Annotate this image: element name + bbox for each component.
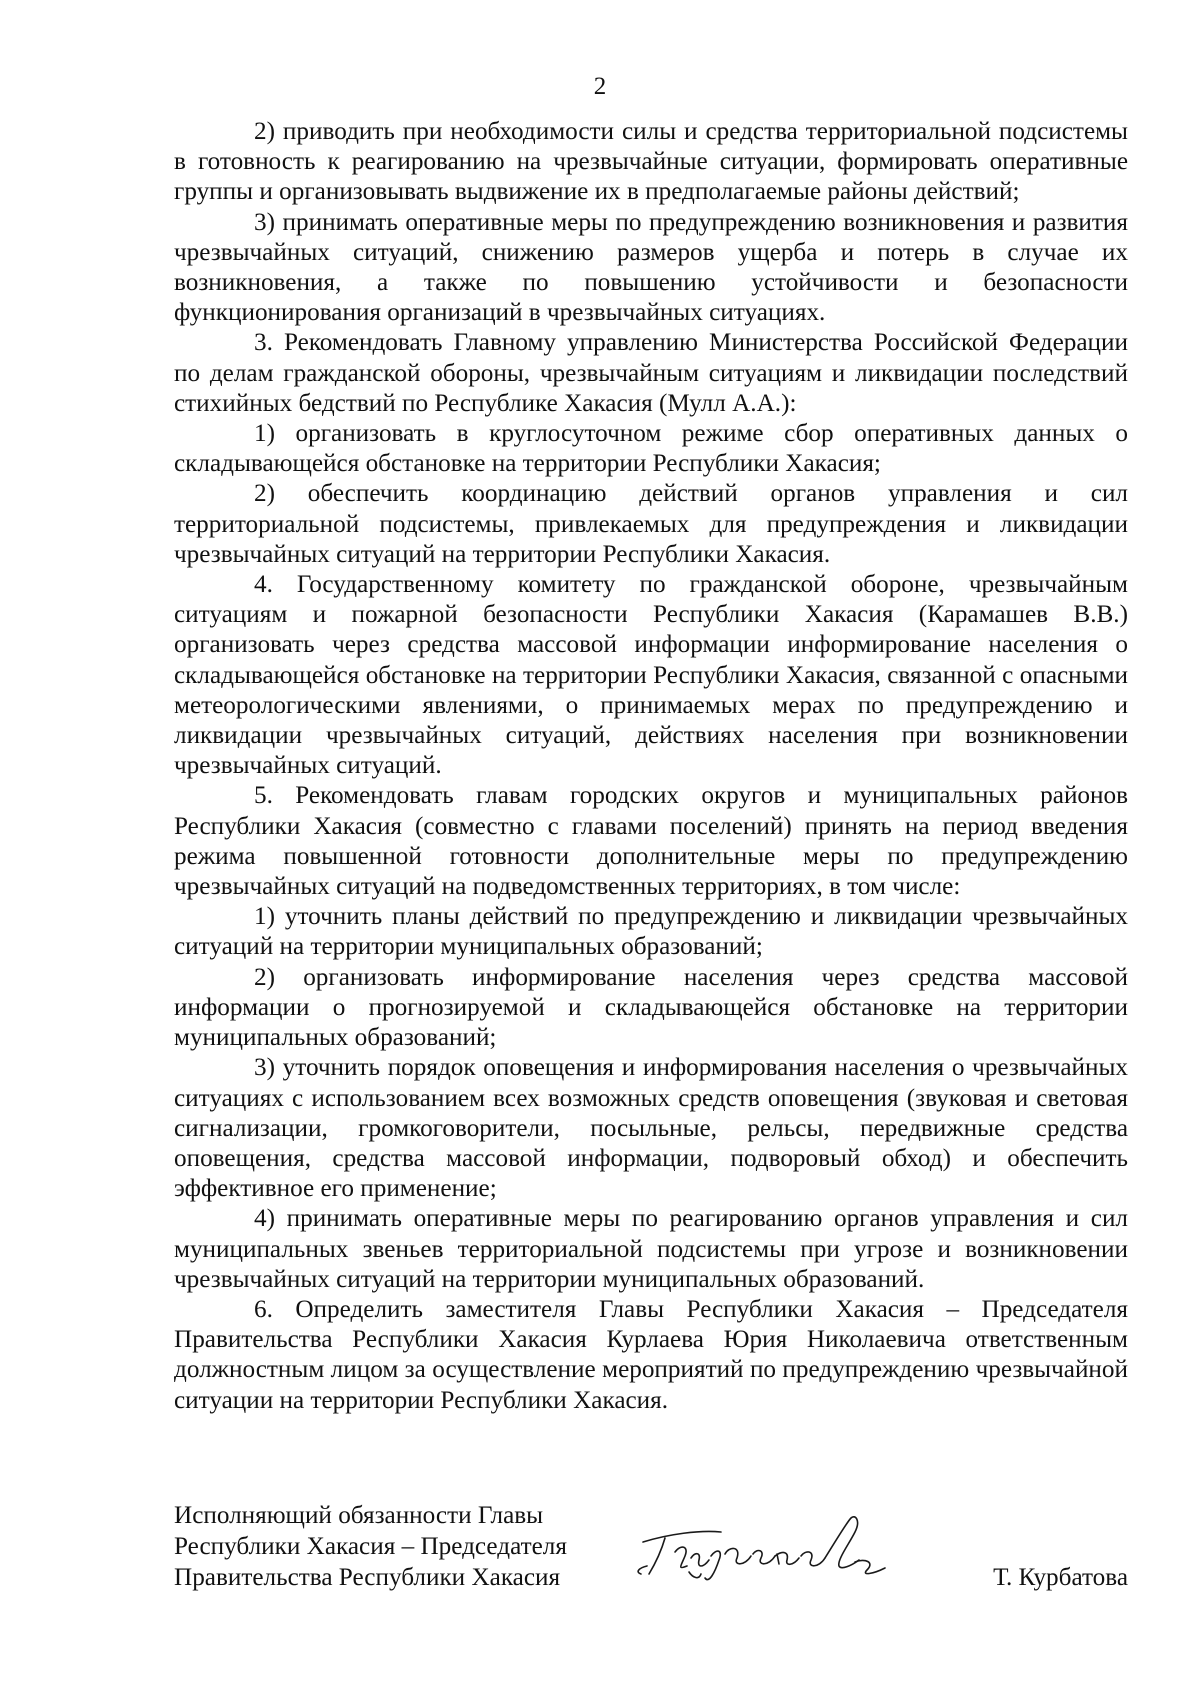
paragraph-5-2: 2) организовать информирование населения через средства массовой информации о прогнозируемой и складывающейся обстановке на территории муниципальных образований; bbox=[174, 963, 1128, 1052]
handwritten-signature bbox=[629, 1508, 899, 1588]
paragraph-3-2: 2) обеспечить координацию действий органов управления и сил территориальной подсистемы, привлекаемых для предупреждения и ликвидации чрезвычайных ситуаций на территории Республики Хакасия. bbox=[174, 480, 1128, 568]
paragraph-2-2: 2) приводить при необходимости силы и средства территориальной подсистемы в готовность к реагированию на чрезвычайные ситуации, формировать оперативные группы и организовывать выдвижение их в предполагаемые районы действий; bbox=[174, 118, 1128, 206]
paragraph-5: 5. Рекомендовать главам городских округов и муниципальных районов Республики Хакасия (совместно с главами поселений) принять на период введения режима повышенной готовности дополнительные меры по предупреждению чрезвычайных ситуаций на подведомственных территориях, в том числе: bbox=[174, 782, 1128, 901]
signatory-name: Т. Курбатова bbox=[993, 1564, 1128, 1591]
paragraph-5-3: 3) уточнить порядок оповещения и информирования населения о чрезвычайных ситуациях с использованием всех возможных средств оповещения (звуковая и световая сигнализации, громкоговорители, посыльные, рельсы, передвижные средства оповещения, средства массовой информации, подворовый обход) и обеспечить эффективное его применение; bbox=[174, 1054, 1128, 1203]
signature-block bbox=[174, 1500, 1128, 1600]
document-body bbox=[174, 117, 1128, 1416]
signatory-position-line: Республики Хакасия – Председателя bbox=[174, 1533, 567, 1560]
paragraph-3-1: 1) организовать в круглосуточном режиме сбор оперативных данных о складывающейся обстановке на территории Республики Хакасия; bbox=[174, 420, 1128, 478]
paragraph-3: 3. Рекомендовать Главному управлению Министерства Российской Федерации по делам гражданской обороны, чрезвычайным ситуациям и ликвидации последствий стихийных бедствий по Республике Хакасия (Мулл А.А.): bbox=[174, 329, 1128, 417]
page-number: 2 bbox=[593, 73, 607, 100]
signatory-position-line: Правительства Республики Хакасия bbox=[174, 1564, 561, 1591]
paragraph-6: 6. Определить заместителя Главы Республики Хакасия – Председателя Правительства Республики Хакасия Курлаева Юрия Николаевича ответственным должностным лицом за осуществление мероприятий по предупреждению чрезвычайной ситуации на территории Республики Хакасия. bbox=[174, 1295, 1128, 1414]
signatory-position-line: Исполняющий обязанности Главы bbox=[174, 1502, 544, 1529]
paragraph-4: 4. Государственному комитету по гражданской обороне, чрезвычайным ситуациям и пожарной безопасности Республики Хакасия (Карамашев В.В.) организовать через средства массовой информации информирование населения о складывающейся обстановке на территории Республики Хакасия, связанной с опасными метеорологическими явлениями, о принимаемых мерах по предупреждению и ликвидации чрезвычайных ситуаций, действиях населения при возникновении чрезвычайных ситуаций. bbox=[174, 571, 1128, 780]
paragraph-2-3: 3) принимать оперативные меры по предупреждению возникновения и развития чрезвычайных ситуаций, снижению размеров ущерба и потерь в случае их возникновения, а также по повышению устойчивости и безопасности функционирования организаций в чрезвычайных ситуациях. bbox=[174, 208, 1128, 327]
paragraph-5-1: 1) уточнить планы действий по предупреждению и ликвидации чрезвычайных ситуаций на территории муниципальных образований; bbox=[174, 903, 1128, 961]
signatory-position bbox=[174, 1500, 594, 1593]
paragraph-5-4: 4) принимать оперативные меры по реагированию органов управления и сил муниципальных звеньев территориальной подсистемы при угрозе и возникновении чрезвычайных ситуаций на территории муниципальных образований. bbox=[174, 1205, 1128, 1293]
